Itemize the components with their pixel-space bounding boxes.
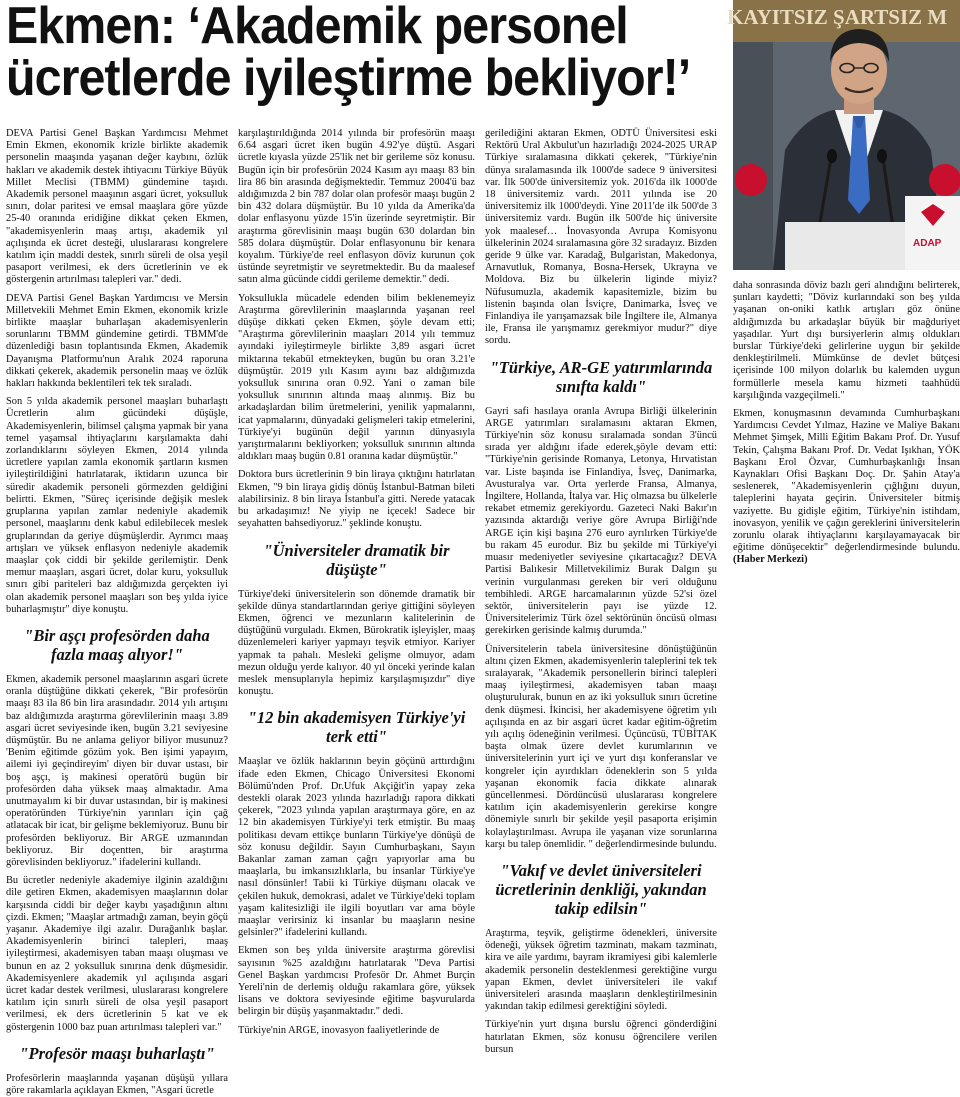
paragraph: Maaşlar ve özlük haklarının beyin göçünü arttırdığını ifade eden Ekmen, Chicago Üniversitesi Ekonomi Bölümü'nden Prof. Dr.Ufuk Akçiğit'in yapay zeka destekli olarak 2023 yılında hazırladığı rapora dikkati çekerek, "2023 yılında yapılan araştırmaya göre, en az 12 bin akademisyen Türkiye'yi terk etmiştir. Bu maaş politikası devam ettikçe bunların Türkiye'ye dönüşü de söz konusu değildir. Sayın Cumhurbaşkanı, Sayın Bakanlar zaman zaman çağrı yapıyorlar ama bu maaşlarla, bu imkansızlıklarla, bu insanlar Türkiye'ye nasıl dönsünler! Tabii ki Türkiye düşmanı olacak ve çekilen hukuk, demokrasi, adalet ve Türkiye'deki toplam yaşam kalitesizliği ile ilgili boyutları var ama böyle maaşlar verirsiniz ki insanlar bu maaşların nesine gelsinler?" ifadelerini kullandı. xyxy=(238,756,475,939)
paragraph: Gayri safi hasılaya oranla Avrupa Birliği ülkelerinin ARGE yatırımları sıralamasını aktaran Ekmen, Türkiye'nin söz konusu sıralamada sondan 3'üncü sırada yer aldığını ifade ederek,şöyle devam etti: "Türkiye'nin gerisinde Romanya, Letonya, Hırvatistan var. Liste başında ise Finlandiya, İsveç, Danimarka, Avusturalya var. Orta yerlerde Fransa, Almanya, İngiltere, Hollanda, İtalya var. Hiç olmazsa bu ülkelerle rekabet etmemiz gerekiyordu. Gazeteci Naki Bakır'ın yazısında aktardığı veriye göre Avrupa Birliği'nde ARGE için kişi başına 276 euro ayrılırken Türkiye'de bu rakam 45 eurodur. Biz bu şekilde mi Türkiye'yi muasır medeniyetler seviyesine çıkartacağız? DEVA Partisi Balıkesir Milletvekilimiz Burak Dalgın şu verinin vurgulanması gereken bir veri olduğunu tembihledi. ARGE harcamalarının yüzde 52'si özel sektör, üniversitelerin payı ise yüzde 12. Üniversitelerimiz Türk özel sektörünün öncüsü olması gerekirken gerisinde kalmış durumda." xyxy=(485,405,717,637)
flag-right xyxy=(929,164,960,196)
column-4 xyxy=(733,280,960,720)
paragraph: Bu ücretler nedeniyle akademiye ilginin azaldığını dile getiren Ekmen, akademisyen maaşlarının dolar karşısında ciddi bir değer kaybı yaşadığının altını çizdi. Ekmen; "Maaşlar artmadığı zaman, beyin göçü yaşanır. Akademiye ilgi azalır. Durağanlık başlar. Akademisyenlerin birinci talepleri, maaş iyileştirmesi, akademisyen taban maaşı oluşması ve bunun en az 2 yoksulluk sınırına denk düşmesidir. Akademisyenlere akademik yıl açılışında asgari ücret kadar destek verilmesi, uluslararası kongrelere katılım için sınırlı süreli de olsa yeşil pasaport verilmesi, ek ders ücretlerinin 5 kat ve ek göstergenin 1000 baz puan artırılması talepleri var." xyxy=(6,875,228,1033)
paragraph: Araştırma, teşvik, geliştirme ödenekleri, üniversite ödeneği, yüksek öğretim tazminatı, makam tazminatı, kira ve aile yardımı, bayram ikramiyesi gibi kalemlerle akademik personelin desteklenmesi gerektiğine vurgu yapan Ekmen, devlet üniversiteleri ile vakıf üniversiteleri arasında maaşların denkleştirilmesinin yakından takip edilmesi gerektiğini söyledi. xyxy=(485,927,717,1013)
headline xyxy=(6,0,691,107)
paragraph: gerilediğini aktaran Ekmen, ODTÜ Üniversitesi eski Rektörü Ural Akbulut'un hazırladığı 2024-2025 URAP Türkiye sıralamasına dikkati çekerek, "Türkiye'nin dünya sıralamasında ilk 1000'de sadece 9 üniversitesi var. İlk 500'de üniversitemiz yok. 2016'da ilk 1000'de 18 üniversitemiz vardı. 2011 yılında ise 20 üniversitemiz ilk 1000'deydi. Yine 2011'de ilk 500'de 3 üniversitemiz vardı. Bugün ilk 500'de hiç üniversite yok maalesef… İnovasyonda Avrupa Komisyonu ülkelerinin 2024 sıralamasına göre 32 sıradayız. Bizden geride 9 ülke var. Karadağ, Bulgaristan, Makedonya, Arnavutluk, Romanya, Bosna-Hersek, Ukrayna ve Moldova. Biz bu ülkelerin liginde miyiz? Nüfusumuzla, akademik kapasitemizle, bizim bu listenin başında olan İsviçre, Danimarka, İsveç ve Finlandiya ile yarışamazsak bile İngiltere ile, Almanya ile, Fransa ile yarışmamız gerekmiyor mudur?" diye sordu. xyxy=(485,128,717,347)
speaker-illustration xyxy=(727,0,960,270)
paragraph xyxy=(733,408,960,567)
subheading: "Bir aşçı profesörden daha fazla maaş alıyor!" xyxy=(24,625,210,664)
headline-line-1: Ekmen: ‘Akademik personel xyxy=(6,0,628,55)
news-source-credit: (Haber Merkezi) xyxy=(733,554,808,566)
subheading: "Profesör maaşı buharlaştı" xyxy=(19,1043,215,1063)
paragraph-text: Ekmen, konuşmasının devamında Cumhurbaşkanı Yardımcısı Cevdet Yılmaz, Hazine ve Maliye Bakanı Mehmet Şimşek, Milli Eğitim Bakanı Prof. Dr. Yusuf Tekin, Çalışma Bakanı Prof. Dr. Vedat Işıkhan, YÖK Başkanı Erol Özvar, Cumhurbaşkanlığı İnsan Kaynakları Ofisi Başkanı Doç. Dr. Şahin Atay'a seslenerek, "Akademisyenlerin çığlığını duyun, taleplerini hayata geçirin. Üniversiteler bitmiş vaziyette. Bu gidişle eğitim, Türkiye'nin istihdam, inovasyon, yenilik ve çağın gereklerini üniversitelerin zorunlu olarak ihtiyaçlarını karşılayamayacak bir eğitime dönüşecektir" değerlendirmesinde bulundu. xyxy=(733,408,960,554)
flag-left xyxy=(735,164,767,196)
paragraph: Profesörlerin maaşlarında yaşanan düşüşü yıllara göre rakamlarla açıklayan Ekmen, "Asgari ücretle xyxy=(6,1072,228,1097)
banner-text: KAYITSIZ ŞARTSIZ M xyxy=(727,5,948,29)
subheading: "Türkiye, AR-GE yatırımlarında sınıfta kaldı" xyxy=(489,357,713,396)
paragraph: daha sonrasında döviz bazlı geri alındığını belirterek, şunları kaydetti; "Döviz kurlarındaki son beş yılda yaşanan on-oniki katlık artışları göz önüne aldığımızda bu arkadaşlar büyük bir mağduriyet yaşadılar. Yurt dışı bursiyerlerin almış oldukları burslar Türkiye'deki gelirlerine uygun bir şekilde denkleştirilmeli. Mümkünse de devlet bütçesi içerisinde 100 milyon dolarlık bu kalemden uygun formüllerle mesela kamu hizmeti taahhüdü karşılığında vazgeçilmeli." xyxy=(733,280,960,401)
paragraph: DEVA Partisi Genel Başkan Yardımcısı ve Mersin Milletvekili Mehmet Emin Ekmen, ekonomik krizle birlikte maaşlar buharlaşan akademisyenlerin sorunlarını TBMM gündemine getirdi. TBMM'de düzenlediği basın toplantısında Ekmen, Akademik Dayanışma Platformu'nun Aralık 2024 raporuna dikkati çekerek, akademik personelin maaş ve özlük hakları hakkında beklentileri tek tek sıraladı. xyxy=(6,292,228,390)
paragraph: Türkiye'nin yurt dışına burslu öğrenci gönderdiğini hatırlatan Ekmen, söz konusu öğrencilere verilen bursun xyxy=(485,1019,717,1055)
subheading: "Üniversiteler dramatik bir düşüşte" xyxy=(263,540,450,579)
paragraph: Ekmen son beş yılda üniversite araştırma görevlisi sayısının %25 azaldığını hatırlatarak "Deva Partisi Genel Başkan yardımcısı Profesör Dr. Ahmet Burçin Yereli'nin de derlemiş olduğu rakamlara göre, yüksek lisans ve doktora seviyesinde eğitime başvurularda belirgin bir düşüş yaşanmaktadır." dedi. xyxy=(238,945,475,1018)
column-3 xyxy=(485,128,717,1055)
paragraph: Ekmen, akademik personel maaşlarının asgari ücrete oranla düştüğüne dikkati çekerek, "Bir profesörün maaşı 83 ila 86 bin lira arasındadır. 2014 yılı artışını baz aldığımızda araştırma görevlilerinin maaşı 3.89 asgari ücret seviyesinde iken, bugün 3.21 seviyesine düşmüştür. Bu ne anlama geliyor biliyor musunuz? 'Benim eğitimde gözüm yok. Ben işimi yapayım, ailemi iyi geçindireyim' diyen bir duvar ustası, bir boş aşçı, iş makinesi operatörü bugün bir profesörden daha yüksek maaş almaktadır. Ama unutmayalım ki bir duvar ustasından, bir iş makinesi operatöründen Türkiye'nin yarınları için çağ atlatacak bir icat, bir gelişme beklemiyoruz. Bunu bir profesörden bekliyoruz. Bir ARGE uzmanından bekliyoruz. Bir doçentten, bir araştırma görevlisinden bekliyoruz." ifadelerini kullandı. xyxy=(6,673,228,868)
paragraph: Türkiye'nin ARGE, inovasyon faaliyetlerinde de xyxy=(238,1024,440,1036)
paragraph: Yoksullukla mücadele edenden bilim beklenemeyiz Araştırma görevlilerinin maaşlarında yaşanan reel düşüşe dikkati çeken Ekmen, şöyle devam etti; "Araştırma görevlilerinin maaşları 2014 yılı temmuz ayındaki iyileştirmeyle birlikte 3,89 asgari ücret miktarına tekabül etmekteyken, bugün bu oran 3.21'e düşmüştür. 2019 yılı Kasım ayını baz aldığımızda yoksulluk sınırına oran 0.92. Yani o zaman bile yoksulluk sınırının altında maaş alınmış. Biz bu arkadaşlardan bilim üretmelerini, yenilik yapmalarını, icat yapmalarını, dünyadaki gelişmeleri takip etmelerini, Türkiye'yi bugünün değil yarının dünyasıyla yarıştırmalarını bekliyorken; yoksulluk sınırının altında aldıkları maaş bugün 0.81 oranına kadar düşmüştür." xyxy=(238,292,475,463)
column-2 xyxy=(238,128,475,1036)
speaker-photo xyxy=(727,0,960,270)
paragraph: karşılaştırıldığında 2014 yılında bir profesörün maaşı 6.64 asgari ücret iken bugün 4.92'ye düştü. Asgari ücretle kıyasla yüzde 25'lik net bir gerileme söz konusu. Bugün için bir profesörün 2024 Kasım ayı maaşı 83 bin lira 86 bin arasında değişmektedir. Temmuz 2004'ü baz aldığımızda 2 bin 787 dolar olan profesör maaşı bugün 2 bin 432 dolara düşmüştür. Bu 10 yılda da Amerika'da dolar enflasyonu yüzde 15'in üzerinde seyretmiştir. Bir araştırma görevlisinin maaşı bugün 630 dolardan bin 585 dolara düşmüştür. Dolar enflasyonunu bir kenara koyalım. Türkiye'de reel enflasyon döviz kurunun çok üstünde seyretmiştir ve seyretmektedir. Bu da maalesef satın alma gücünde ciddi gerileme demektir." dedi. xyxy=(238,128,475,286)
paragraph: DEVA Partisi Genel Başkan Yardımcısı Mehmet Emin Ekmen, ekonomik krizle birlikte akademik personelin maaşında yaşanan değer kaybını, özlük hakları ve akademik destek ihtiyacını Türkiye Büyük Millet Meclisi (TBMM) gündemine taşıdı. Akademik personel maaşının asgari ücret, yoksulluk sınırı, dolar paritesi ve emsal maaşlara göre yüzde 25-40 oranında eridiğine dikkat çeken Ekmen, "akademisyenlerin maaş artışı, akademik yıl açılışında ek ücret desteği, uluslararası kongrelere katılım için maddi destek, sınırlı süreli de olsa yeşil pasaport verilmesi, ek ders ücretlerinin ve ek göstergenin artırılması talepleri var." dedi. xyxy=(6,128,228,286)
column-1 xyxy=(6,128,228,1097)
subheading: "12 bin akademisyen Türkiye'yi terk etti" xyxy=(247,708,466,747)
paragraph: Son 5 yılda akademik personel maaşları buharlaştı Ücretlerin alım gücündeki düşüşle, Akademisyenlerin, bilimsel çalışma yapmak bir yana temel yaşamsal ihtiyaçlarını karşılamakta dahi zorlandıklarını söyleyen Ekmen, 2014 yılında ücretlere yapılan zamla ekonomik şartların kısmen iyileştirildiğini hatırlatarak, iktidarın uzunca bir süredir akademik personeli görmezden geldiğini belirtti. Ekmen, "Süreç içerisinde değişik meslek gruplarına yapılan zamlar nedeniyle akademik personel, maaşlarını denk kabul edilebilecek meslek gruplarından da geriye düşmüşlerdir. Ayrımcı maaş artışları ve yüksek enflasyon nedeniyle akademik maaşlar çok ciddi bir şekilde gerilemiştir. Denk memur maaşları, asgari ücret, dolar kuru, yoksulluk sınırı gibi pariteleri baz aldığımızda gerçekten iyi olan akademik personel maaşları son beş yılda iyice buharlaşmıştır" diye konuştu. xyxy=(6,396,228,615)
paragraph: Doktora burs ücretlerinin 9 bin liraya çıktığını hatırlatan Ekmen, "9 bin liraya gidiş dönüş İstanbul-Batman bileti alabilirsiniz. 8 bin liraya İstanbul'a gitti. Nerede yatacak bu arkadaşımız! Ne yiyip ne içecek! Sadece bir seyahatten bahsediyoruz." şeklinde konuştu. xyxy=(238,469,475,530)
paragraph: Türkiye'deki üniversitelerin son dönemde dramatik bir şekilde dünya standartlarından geriye gittiğini söyleyen Ekmen, öğrenci ve mezunların kalitelerinin de düştüğünü vurguladı. Ekmen, Bürokratik işleyişler, maaş düzenlemeleri kariyer yapmayı teşvik etmiyor. Kariyer yapmak ta pahalı. Mesleki gelişme olmuyor, adam mezun olduğu yerde kalıyor. 40 yıl önceki yerinde kalan meslek mensuplarıyla hepimiz karşılaşmışızdır" diye konuştu. xyxy=(238,588,475,698)
podium-label: ADAP xyxy=(913,238,942,249)
headline-line-2: ücretlerde iyileştirme bekliyor!’ xyxy=(6,49,691,107)
subheading: "Vakıf ve devlet üniversiteleri ücretlerinin denkliği, yakından takip edilsin" xyxy=(495,860,707,918)
paragraph: Üniversitelerin tabela üniversitesine dönüştüğünün altını çizen Ekmen, akademisyenlerin taleplerini tek tek sıralayarak, "Akademik personellerin birinci talepleri maaş iyileştirmesi, akademisyen taban maaşı oluşturulurak, bunun en az iki yoksulluk sınırı ücretine denk düşmesi. İkincisi, her akademisyene öğretim yılı açılışında en az bir asgari ücret kadar eğitim-öğretim yılı açılış ödeneğinin verilmesi. Üçüncüsü, TÜBİTAK başta olmak üzere devlet kurumlarının ve üniversitelerinin yurt içi ve yurt dışı konferanslar ve kongreler için ayırdıkları ödeneklerin son 5 yılda yaşanan ekonomik facia dikkate alınarak güncellenmesi. Dördüncüsü uluslararası kongrelere katılım için akademisyenlerin gerekirse kongre dönemiyle sınırlı bir şekilde yeşil pasaporta erişimin kolaylaştırılması. Avrupa ile yaşanan vize sorunlarına karşı bu talep önemlidir. " değerlendirmesinde bulundu. xyxy=(485,643,717,850)
